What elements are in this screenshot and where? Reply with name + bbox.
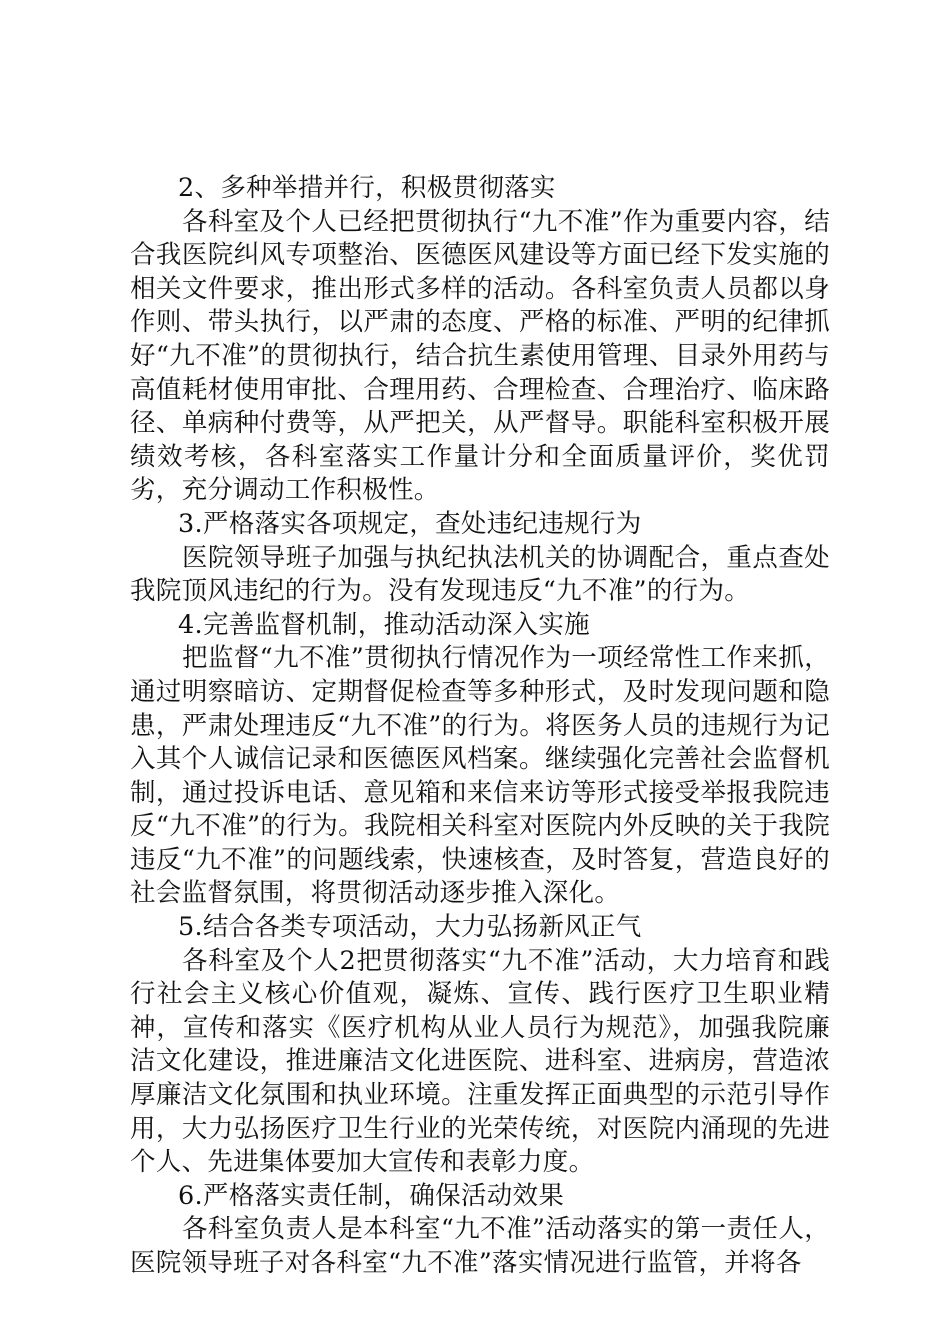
section-heading-3: 3.严格落实各项规定，查处违纪违规行为 [178, 508, 642, 539]
section-heading-5: 5.结合各类专项活动，大力弘扬新风正气 [178, 912, 642, 943]
section-paragraph-3: 医院领导班子加强与执纪执法机关的协调配合，重点查处我院顶风违纪的行为。没有发现违反“九不准”的行为。 [130, 542, 830, 607]
section-heading-6: 6.严格落实责任制，确保活动效果 [178, 1180, 565, 1211]
section-paragraph-4: 把监督“九不准”贯彻执行情况作为一项经常性工作来抓，通过明察暗访、定期督促检查等多种形式，及时发现问题和隐患，严肃处理违反“九不准”的行为。将医务人员的违规行为记入其个人诚信记录和医德医风档案。继续强化完善社会监督机制，通过投诉电话、意见箱和来信来访等形式接受举报我院违反“九不准”的行为。我院相关科室对医院内外反映的关于我院违反“九不准”的问题线索，快速核查，及时答复，营造良好的社会监督氛围，将贯彻活动逐步推入深化。 [130, 643, 830, 909]
section-paragraph-5: 各科室及个人2把贯彻落实“九不准”活动，大力培育和践行社会主义核心价值观，凝炼、宣传、践行医疗卫生职业精神，宣传和落实《医疗机构从业人员行为规范》，加强我院廉洁文化建设，推进廉洁文化进医院、进科室、进病房，营造浓厚廉洁文化氛围和执业环境。注重发挥正面典型的示范引导作用，大力弘扬医疗卫生行业的光荣传统，对医院内涌现的先进个人、先进集体要加大宣传和表彰力度。 [130, 945, 830, 1178]
section-heading-4: 4.完善监督机制，推动活动深入实施 [178, 609, 590, 640]
section-paragraph-2: 各科室及个人已经把贯彻执行“九不准”作为重要内容，结合我医院纠风专项整治、医德医风建设等方面已经下发实施的相关文件要求，推出形式多样的活动。各科室负责人员都以身作则、带头执行，以严肃的态度、严格的标准、严明的纪律抓好“九不准”的贯彻执行，结合抗生素使用管理、目录外用药与高值耗材使用审批、合理用药、合理检查、合理治疗、临床路径、单病种付费等，从严把关，从严督导。职能科室积极开展绩效考核，各科室落实工作量计分和全面质量评价，奖优罚劣，充分调动工作积极性。 [130, 206, 830, 506]
section-paragraph-6: 各科室负责人是本科室“九不准”活动落实的第一责任人，医院领导班子对各科室“九不准”落实情况进行监管，并将各 [130, 1214, 830, 1278]
document-body [130, 172, 830, 1281]
section-heading-2: 2、多种举措并行，积极贯彻落实 [178, 173, 556, 203]
